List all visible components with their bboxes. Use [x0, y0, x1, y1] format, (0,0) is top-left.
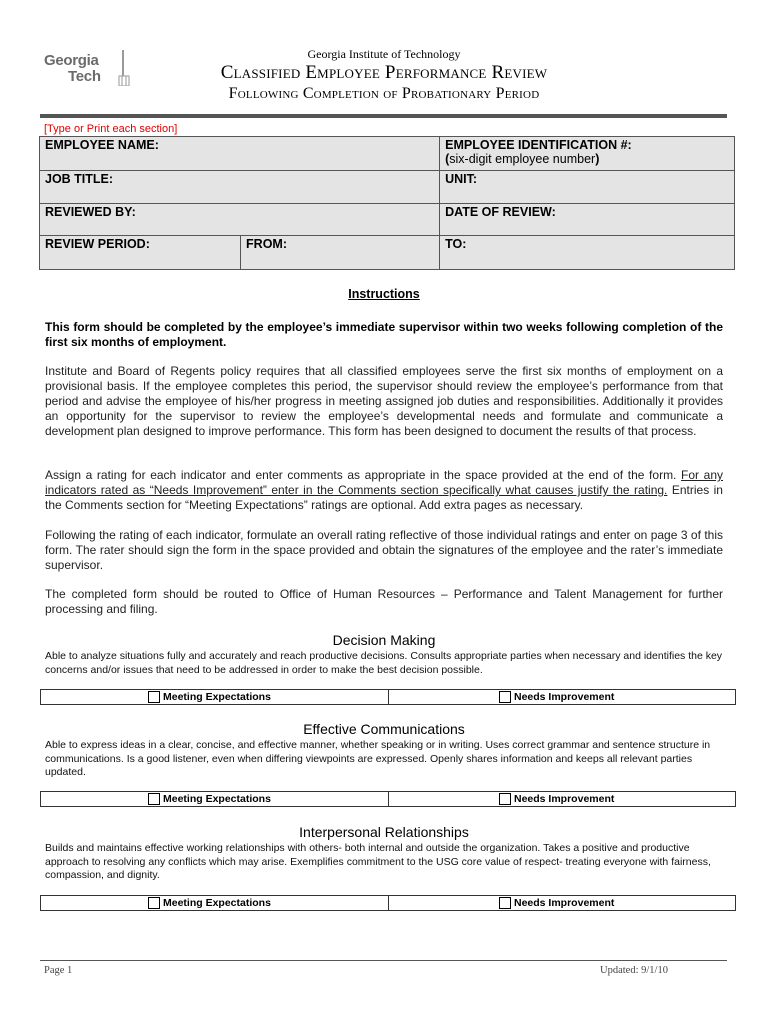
- rating-row-decision-making: [40, 689, 736, 705]
- rating-divider: [388, 792, 389, 806]
- rating-option-needs[interactable]: [499, 792, 614, 806]
- rating-label-meets: Meeting Expectations: [163, 793, 271, 805]
- job-title-field[interactable]: [40, 171, 440, 204]
- employee-name-field[interactable]: [40, 137, 440, 171]
- instructions-paragraph-5: The completed form should be routed to Office of Human Resources – Performance and Talent Management for further processing and filing.: [45, 587, 723, 616]
- rating-option-meets[interactable]: [148, 792, 271, 806]
- checkbox-needs[interactable]: [499, 691, 511, 703]
- checkbox-needs[interactable]: [499, 793, 511, 805]
- rating-label-meets: Meeting Expectations: [163, 897, 271, 909]
- type-or-print-note: [Type or Print each section]: [44, 123, 178, 135]
- unit-field[interactable]: [440, 171, 735, 204]
- to-date-field[interactable]: [440, 236, 735, 270]
- employee-info-table: [39, 136, 735, 270]
- section-title-effective-communications: Effective Communications: [303, 721, 465, 737]
- checkbox-meets[interactable]: [148, 897, 160, 909]
- to-label: TO:: [445, 237, 467, 251]
- rating-option-meets[interactable]: [148, 896, 271, 910]
- rating-label-needs: Needs Improvement: [514, 691, 615, 703]
- rating-label-needs: Needs Improvement: [514, 897, 615, 909]
- form-subtitle: Following Completion of Probationary Period: [228, 85, 540, 102]
- rating-label-needs: Needs Improvement: [514, 793, 615, 805]
- instructions-paragraph-1: This form should be completed by the employee’s immediate supervisor within two weeks following completion of the first six months of employment.: [45, 320, 723, 349]
- rating-row-interpersonal-relationships: [40, 895, 736, 911]
- rating-divider: [388, 896, 389, 910]
- instructions-paragraph-3: Assign a rating for each indicator and enter comments as appropriate in the space provided at the end of the form. For any indicators rated as “Needs Improvement” enter in the Comments section specifically what causes justify the rating. Entries in the Comments section for “Meeting Expectations” ratings are optional. Add extra pages as necessary.: [45, 468, 723, 512]
- employee-id-field[interactable]: [440, 137, 735, 171]
- review-period-cell: [40, 236, 241, 270]
- date-of-review-label: DATE OF REVIEW:: [445, 205, 556, 219]
- from-date-field[interactable]: [241, 236, 440, 270]
- job-title-label: JOB TITLE:: [45, 172, 114, 186]
- instructions-heading: Instructions: [348, 287, 420, 301]
- checkbox-needs[interactable]: [499, 897, 511, 909]
- reviewed-by-field[interactable]: [40, 204, 440, 236]
- employee-name-label: EMPLOYEE NAME:: [45, 138, 159, 152]
- reviewed-by-label: REVIEWED BY:: [45, 205, 136, 219]
- section-description-interpersonal-relationships: Builds and maintains effective working relationships with others- both internal and outside the organization. Takes a positive and productive approach to resolving any conflicts which may arise. Exemplifies commitment to the USG core value of respect- treating everyone with fairness, compassion, and dignity.: [45, 842, 711, 881]
- instructions-paragraph-2: Institute and Board of Regents policy requires that all classified employees serve the first six months of employment on a provisional basis. If the employee completes this period, the supervisor should review the employee’s performance from that period and advise the employee of his/her progress in meeting assigned job duties and responsibilities. Additionally it provides an opportunity for the supervisor to review the employee’s developmental needs and formulate and communicate a development plan designed to improve performance. This form has been designed to document the results of that process.: [45, 364, 723, 438]
- checkbox-meets[interactable]: [148, 691, 160, 703]
- rating-option-meets[interactable]: [148, 690, 271, 704]
- unit-label: UNIT:: [445, 172, 478, 186]
- section-title-decision-making: Decision Making: [332, 632, 436, 648]
- page-number: Page 1: [44, 965, 73, 976]
- employee-id-label: EMPLOYEE IDENTIFICATION #:: [445, 138, 632, 152]
- footer-rule: [40, 960, 727, 961]
- logo-text-tech: Tech: [68, 68, 101, 85]
- employee-id-hint: (six-digit employee number): [445, 152, 600, 166]
- section-title-interpersonal-relationships: Interpersonal Relationships: [299, 824, 469, 840]
- logo-text-georgia: Georgia: [44, 52, 99, 69]
- rating-row-effective-communications: [40, 791, 736, 807]
- from-label: FROM:: [246, 237, 288, 251]
- review-period-label: REVIEW PERIOD:: [45, 237, 150, 251]
- form-title: Classified Employee Performance Review: [220, 62, 548, 83]
- rating-option-needs[interactable]: [499, 690, 614, 704]
- checkbox-meets[interactable]: [148, 793, 160, 805]
- rating-option-needs[interactable]: [499, 896, 614, 910]
- header-rule: [40, 114, 727, 118]
- institute-name: Georgia Institute of Technology: [307, 47, 461, 61]
- section-description-decision-making: Able to analyze situations fully and accurately and reach productive decisions. Consults appropriate parties when necessary and identifies the key concerns and/or issues that need to be addressed in order to make the best decision possible.: [45, 650, 723, 676]
- instructions-paragraph-4: Following the rating of each indicator, formulate an overall rating reflective of those individual ratings and enter on page 3 of this form. The rater should sign the form in the space provided and obtain the signatures of the employee and the rater’s immediate supervisor.: [45, 528, 723, 572]
- rating-label-meets: Meeting Expectations: [163, 691, 271, 703]
- date-of-review-field[interactable]: [440, 204, 735, 236]
- updated-date: Updated: 9/1/10: [600, 965, 668, 976]
- rating-divider: [388, 690, 389, 704]
- section-description-effective-communications: Able to express ideas in a clear, concise, and effective manner, whether speaking or in writing. Uses correct grammar and sentence structure in communications. Is a good listener, even when differing viewpoints are expressed. Openly shares information and keeps all relevant parties updated.: [45, 739, 711, 778]
